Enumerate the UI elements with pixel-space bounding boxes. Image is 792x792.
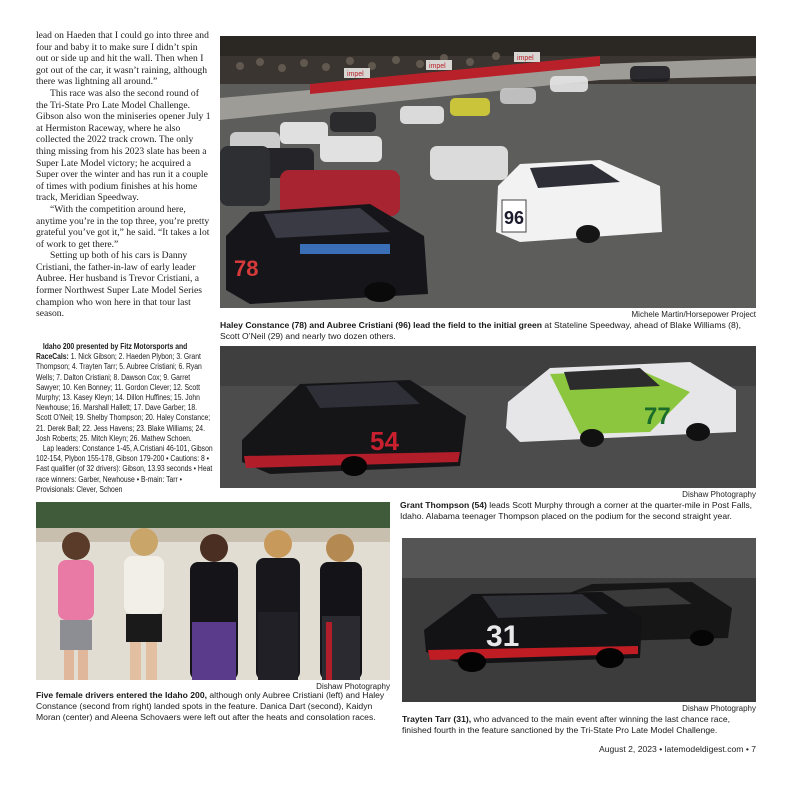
photo-caption <box>402 714 756 736</box>
photo-caption <box>36 690 390 724</box>
car-number: 54 <box>370 426 399 456</box>
car-number: 31 <box>486 620 520 653</box>
photo-corner-battle <box>220 346 756 488</box>
photo-credit: Michele Martin/Horsepower Project <box>631 310 756 319</box>
caption-lead: Trayten Tarr (31), <box>402 714 472 724</box>
page-footer: August 2, 2023 • latemodeldigest.com • 7 <box>599 744 756 754</box>
photo-caption <box>220 320 756 342</box>
caption-lead: Five female drivers entered the Idaho 200, <box>36 690 207 700</box>
banner-text: impel <box>517 55 534 62</box>
photo-night-race <box>402 538 756 702</box>
caption-text: leads Scott Murphy through a corner at the quarter-mile in Post Falls, Idaho. Alabama teenager Thompson placed on the podium for the second straight year. <box>400 500 753 522</box>
story-column <box>36 30 212 320</box>
caption-lead: Grant Thompson (54) <box>400 500 487 510</box>
photo-caption <box>400 500 756 522</box>
photo-credit: Dishaw Photography <box>682 490 756 499</box>
banner-text: impel <box>347 71 364 78</box>
caption-lead: Haley Constance (78) and Aubree Cristiani (96) lead the field to the initial green <box>220 320 543 330</box>
results-leaders: Lap leaders: Constance 1-45, A.Cristiani 46-101, Gibson 102-154, Plybon 155-178, Gibson 179-200 • Cautions: 8 • Fast qualifier (of 32 drivers): Gibson, 13.93 seconds • Heat race winners: Garber, Newhouse • B-main: Tarr • Provisionals: Clever, Schoen <box>36 444 213 494</box>
photo-female-drivers <box>36 502 390 680</box>
photo-credit: Dishaw Photography <box>316 682 390 691</box>
car-number: 77 <box>644 403 671 430</box>
story-paragraph: lead on Haeden that I could go into three and four and baby it to make sure I didn’t spin out or side up and hit the wall. Then when I got out of the car, it wasn’t raining, although there was lightning all around.” <box>36 30 209 88</box>
car-number: 96 <box>504 208 525 228</box>
caption-text: although only Aubree Cristiani (left) and Haley Constance (second from right) landed spots in the feature. Danica Dart (second), Kaidyn Moran (center) and Aleena Schovaers were left out after the heats and consolation races. <box>36 690 385 723</box>
banner-text: impel <box>429 63 446 70</box>
story-paragraph: This race was also the second round of the Tri-State Pro Late Model Challenge. Gibson also won the miniseries opener July 1 at Hermiston Raceway, where he also collected the 2022 track crown. The only thing missing from his 2023 slate has been a Super Late Model victory; he acquired a Super over the winter and has run it a couple of times with podium finishes at his home track, Meridian Speedway. <box>36 87 211 204</box>
race-results <box>36 342 214 495</box>
story-paragraph: Setting up both of his cars is Danny Cristiani, the father-in-law of early leader Aubree. Her husband is Trevor Cristiani, a former Northwest Super Late Model Series champion who won here in that tour last season. <box>36 250 202 320</box>
photo-field-green <box>220 36 756 308</box>
story-paragraph: “With the competition around here, anytime you’re in the top three, you’re pretty grateful you’ve got it,” he said. “It takes a lot of work to get there.” <box>36 203 210 250</box>
caption-text: at Stateline Speedway, ahead of Blake Williams (8), Scott O’Neil (29) and nearly two dozen others. <box>220 320 742 342</box>
results-finish: 1. Nick Gibson; 2. Haeden Plybon; 3. Grant Thompson; 4. Trayten Tarr; 5. Aubree Cristiani; 6. Ryan Wells; 7. Dalton Cristiani; 8. Dawson Cox; 9. Garret Sawyer; 10. Ken Bonney; 11. Gordon Clever; 12. Scott Murphy; 13. Kasey Kleyn; 14. Dillon Huffines; 15. John Newhouse; 16. Marshall Hallett; 17. Dave Garber; 18. Scott O’Neil; 19. Shelby Thompson; 20. Haley Constance; 21. Derek Ball; 22. Jess Havens; 23. Blake Williams; 24. Josh Roberts; 25. Mitch Kleyn; 26. Mathew Schoen. <box>36 352 211 443</box>
photo-credit: Dishaw Photography <box>682 704 756 713</box>
car-number: 78 <box>234 256 259 281</box>
results-heading: Idaho 200 presented by Fitz Motorsports and RaceCals: <box>36 342 188 362</box>
caption-text: who advanced to the main event after winning the last chance race, finished fourth in the feature sanctioned by the Tri-State Pro Late Model Challenge. <box>402 714 731 736</box>
